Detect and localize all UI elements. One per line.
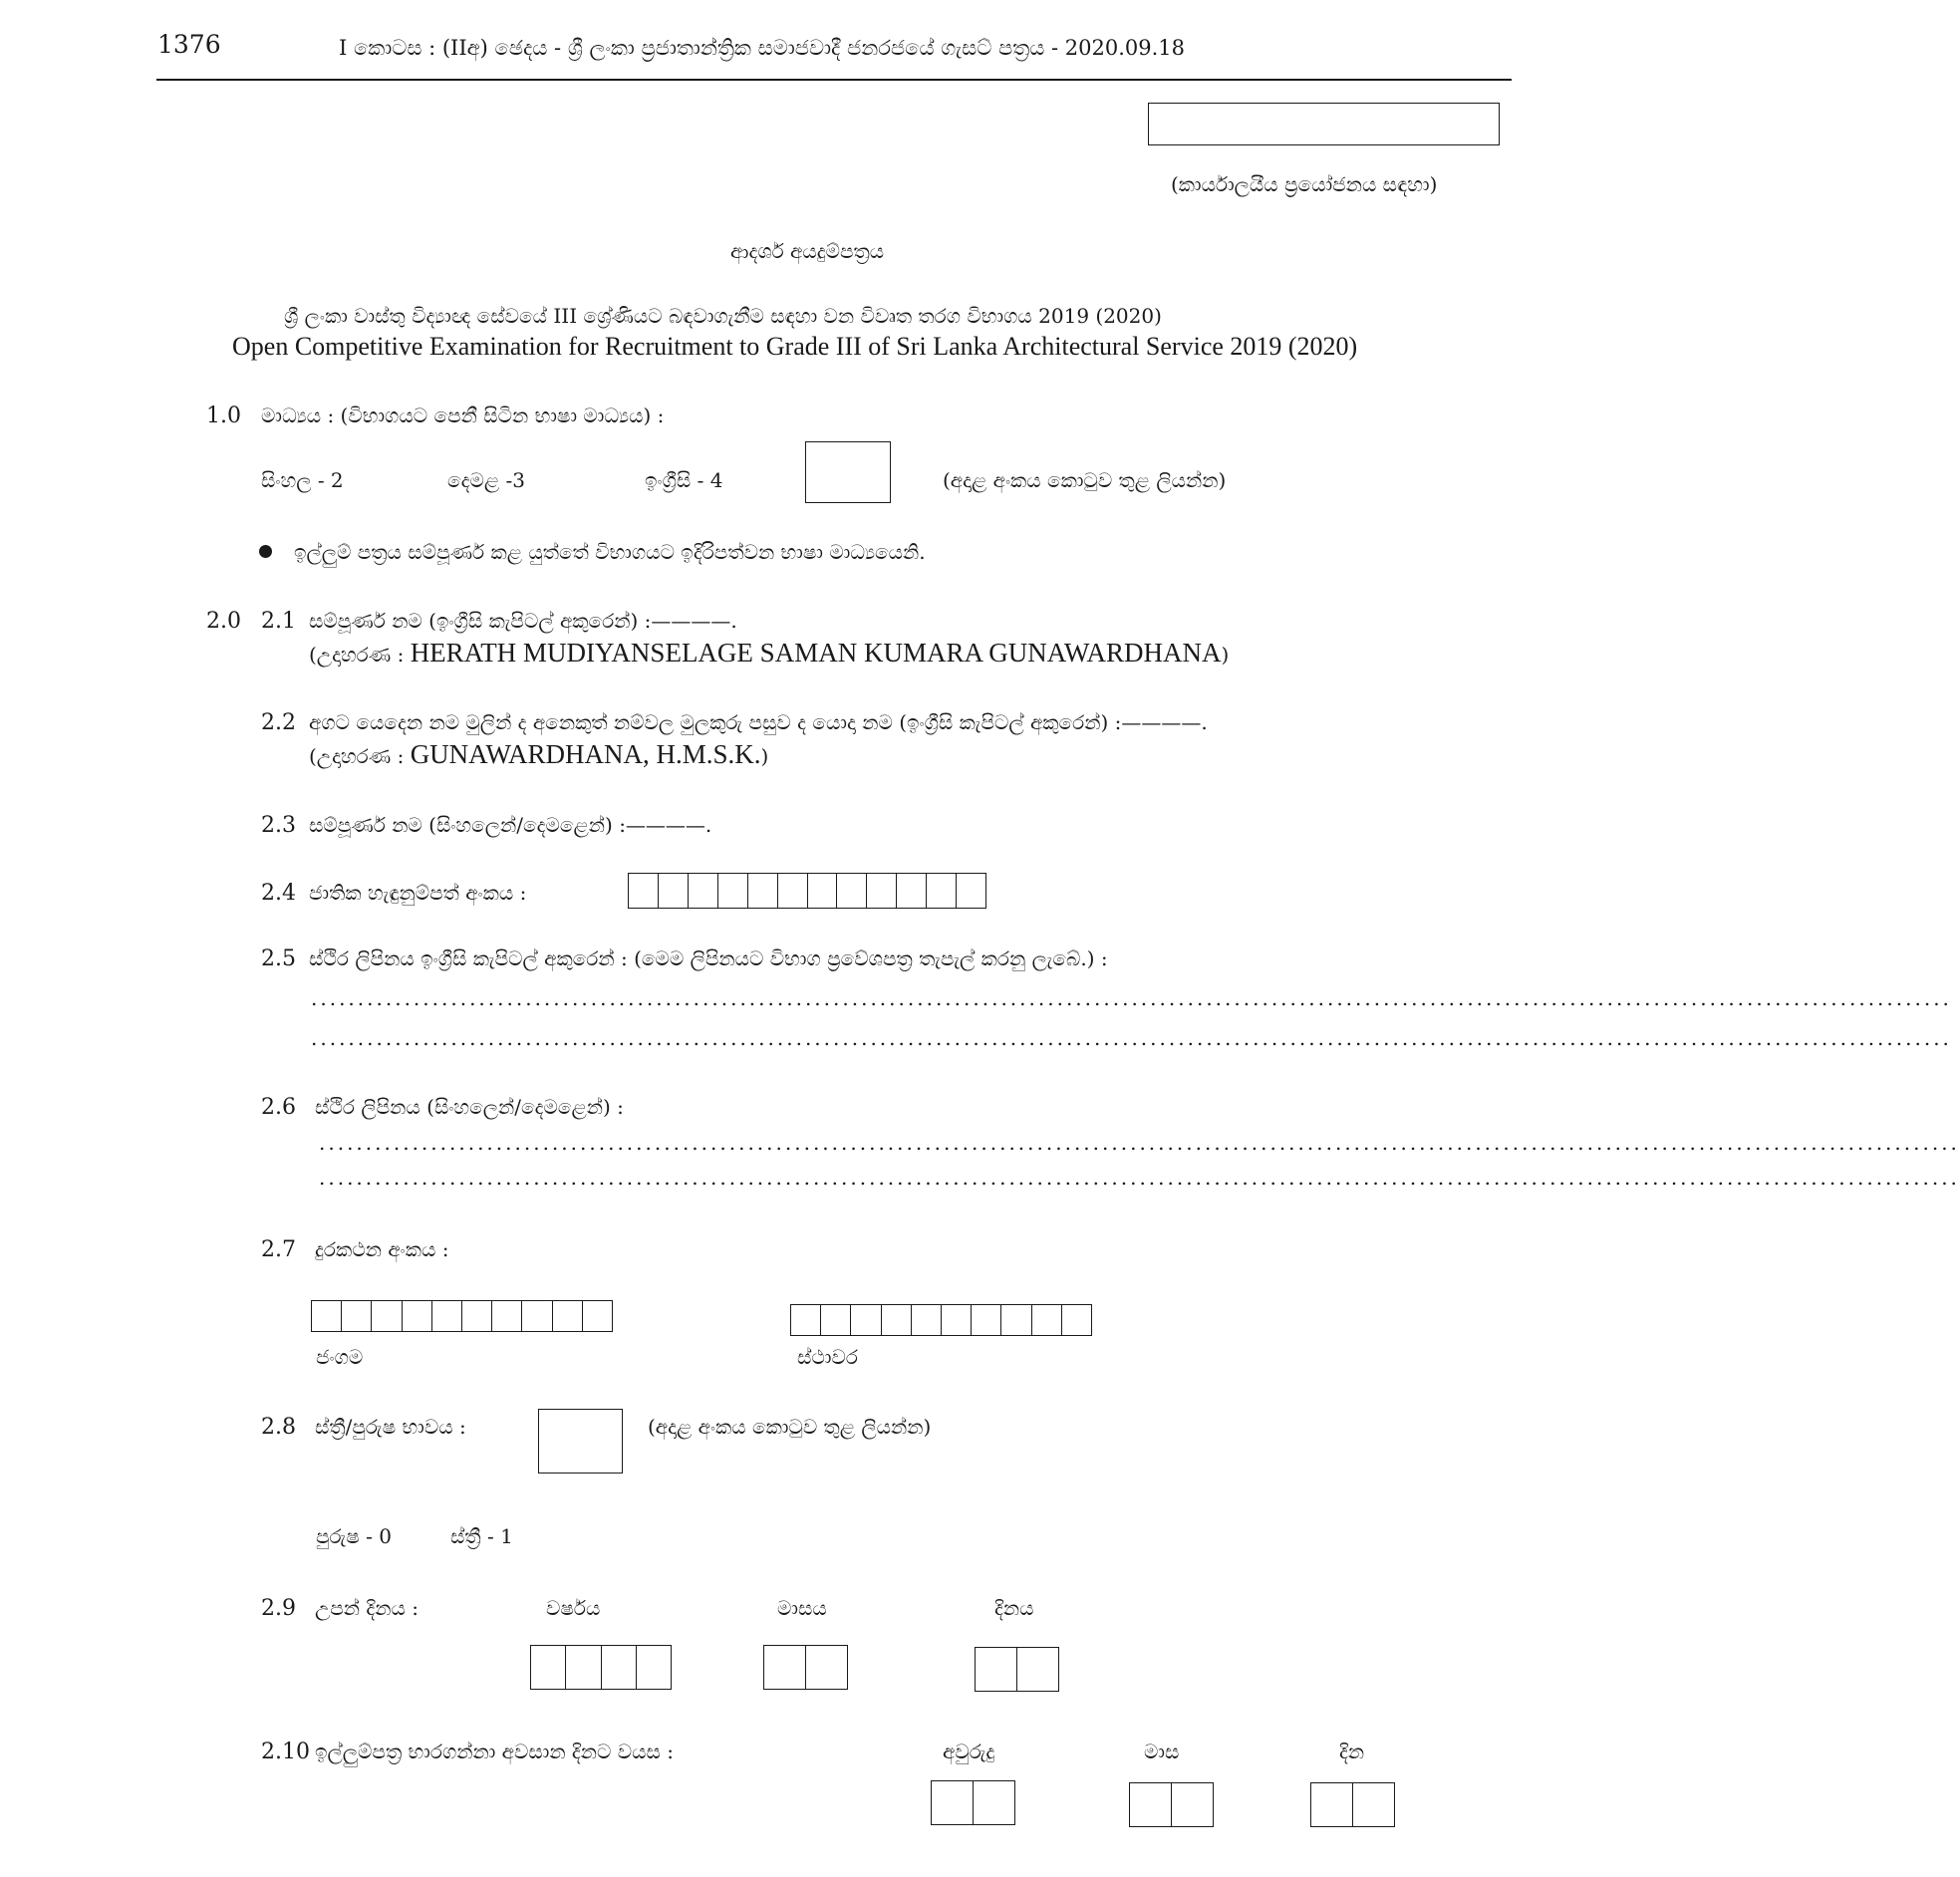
q21-example-prefix: (උදාහරණ : bbox=[309, 643, 405, 667]
q22-example-value: GUNAWARDHANA, H.M.S.K. bbox=[410, 739, 761, 769]
section-1-number: 1.0 bbox=[206, 403, 241, 428]
address-english-line-1[interactable]: ................................................................................................................................................................................ bbox=[311, 986, 1952, 1010]
q22-label: අගට යෙදෙන නම මුලින් ද අනෙකුත් නම්වල මුලකුරු පසුව ද යොදා නම (ඉංග්‍රීසි කැපිටල් අකුරෙන්) :————. bbox=[309, 710, 1208, 734]
age-years-boxes[interactable] bbox=[931, 1780, 1015, 1825]
mobile-label: ජංගම bbox=[316, 1345, 364, 1369]
address-local-line-1[interactable]: ................................................................................................................................................................................ bbox=[319, 1131, 1960, 1155]
q21-number: 2.1 bbox=[261, 609, 296, 634]
q22-example bbox=[309, 739, 768, 770]
q21-label: සම්පූර්ණ නම (ඉංග්‍රීසි කැපිටල් අකුරෙන්) :————. bbox=[309, 609, 737, 633]
office-use-box bbox=[1148, 103, 1500, 145]
age-days-label: දින bbox=[1339, 1740, 1365, 1763]
medium-hint: (අදාළ අංකය කොටුව තුළ ලියන්න) bbox=[943, 468, 1227, 492]
q29-label: උපන් දිනය : bbox=[315, 1596, 419, 1620]
header-rule bbox=[156, 79, 1512, 81]
medium-option-english: ඉංග්‍රීසි - 4 bbox=[645, 468, 723, 492]
exam-title-sinhala: ශ්‍රී ලංකා වාස්තු විද්‍යාඥ සේවයේ III ශ්‍රේණියට බඳවාගැනීම සඳහා වන විවෘත තරග විභාගය 2019 (2020) bbox=[284, 304, 1162, 328]
address-local-line-2[interactable]: ................................................................................................................................................................................ bbox=[319, 1166, 1960, 1190]
exam-title-english: Open Competitive Examination for Recruitment to Grade III of Sri Lanka Architectural Service 2019 (2020) bbox=[232, 332, 1358, 361]
bullet-icon bbox=[259, 545, 272, 558]
q24-label: ජාතික හැඳුනුම්පත් අංකය : bbox=[309, 881, 527, 905]
q28-number: 2.8 bbox=[261, 1415, 296, 1440]
q210-number: 2.10 bbox=[261, 1740, 310, 1764]
address-english-line-2[interactable]: ................................................................................................................................................................................ bbox=[311, 1026, 1952, 1050]
fixed-label: ස්ථාවර bbox=[797, 1345, 858, 1369]
dob-year-boxes[interactable] bbox=[530, 1645, 672, 1690]
form-title: ආදර්ශ අයදුම්පත්‍රය bbox=[730, 239, 885, 263]
gender-option-male: පුරුෂ - 0 bbox=[316, 1524, 392, 1548]
age-days-boxes[interactable] bbox=[1310, 1782, 1395, 1827]
dob-year-label: වර්ෂය bbox=[546, 1596, 601, 1620]
q26-number: 2.6 bbox=[261, 1095, 296, 1120]
q25-number: 2.5 bbox=[261, 946, 296, 971]
q22-number: 2.2 bbox=[261, 710, 296, 735]
age-years-label: අවුරුදු bbox=[943, 1740, 995, 1763]
q21-example-value: HERATH MUDIYANSELAGE SAMAN KUMARA GUNAWARDHANA bbox=[410, 638, 1222, 668]
medium-label: මාධ්‍යය : (විභාගයට පෙනී සිටින භාෂා මාධ්‍යය) : bbox=[261, 403, 665, 427]
dob-day-label: දිනය bbox=[994, 1596, 1034, 1620]
q23-label: සම්පූර්ණ නම (සිංහලෙන්/දෙමළෙන්) :————. bbox=[309, 813, 712, 837]
running-title: I කොටස : (IIඅ) ඡෙදය - ශ්‍රී ලංකා ප්‍රජාතාන්ත්‍රික සමාජවාදී ජනරජයේ ගැසට් පත්‍රය - 2020.09.18 bbox=[339, 36, 1186, 60]
medium-option-tamil: දෙමළ -3 bbox=[447, 468, 525, 492]
dob-month-boxes[interactable] bbox=[763, 1645, 848, 1690]
q28-label: ස්ත්‍රී/පුරුෂ භාවය : bbox=[315, 1415, 466, 1439]
q27-number: 2.7 bbox=[261, 1237, 296, 1262]
q21-example bbox=[309, 638, 1229, 669]
medium-note: ඉල්ලුම් පත්‍රය සම්පූර්ණ කළ යුත්තේ විභාගයට ඉදිරිපත්වන භාෂා මාධ්‍යයෙනි. bbox=[294, 540, 926, 564]
q23-number: 2.3 bbox=[261, 813, 296, 838]
q27-label: දුරකථන අංකය : bbox=[315, 1237, 449, 1261]
q21-example-suffix: ) bbox=[1221, 643, 1230, 667]
q29-number: 2.9 bbox=[261, 1596, 296, 1621]
q25-label: ස්ථිර ලිපිනය ඉංග්‍රීසි කැපිටල් අකුරෙන් : (මෙම ලිපිනයට විභාග ප්‍රවේශපත්‍ර තැපැල් කරනු ලැබේ.) : bbox=[309, 946, 1108, 970]
age-months-boxes[interactable] bbox=[1129, 1782, 1214, 1827]
fixed-number-boxes[interactable] bbox=[790, 1304, 1092, 1336]
q22-example-suffix: ) bbox=[760, 744, 769, 768]
gender-hint: (අදාළ අංකය කොටුව තුළ ලියන්න) bbox=[648, 1415, 932, 1439]
gender-option-female: ස්ත්‍රී - 1 bbox=[450, 1524, 513, 1548]
medium-option-sinhala: සිංහල - 2 bbox=[261, 468, 344, 492]
age-months-label: මාස bbox=[1144, 1740, 1180, 1763]
page-number: 1376 bbox=[157, 30, 221, 59]
dob-month-label: මාසය bbox=[777, 1596, 827, 1620]
section-2-number: 2.0 bbox=[206, 609, 241, 634]
office-use-label: (කාර්යාලයීය ප්‍රයෝජනය සඳහා) bbox=[1171, 172, 1438, 196]
q24-number: 2.4 bbox=[261, 881, 296, 906]
q210-label: ඉල්ලුම්පත්‍ර භාරගන්නා අවසාන දිනට වයස : bbox=[315, 1740, 675, 1763]
dob-day-boxes[interactable] bbox=[975, 1647, 1059, 1692]
medium-input-box[interactable] bbox=[805, 441, 891, 503]
nic-number-boxes[interactable] bbox=[628, 873, 986, 909]
mobile-number-boxes[interactable] bbox=[311, 1300, 613, 1332]
gender-input-box[interactable] bbox=[538, 1409, 623, 1474]
q22-example-prefix: (උදාහරණ : bbox=[309, 744, 405, 768]
q26-label: ස්ථිර ලිපිනය (සිංහලෙන්/දෙමළෙන්) : bbox=[315, 1095, 624, 1119]
